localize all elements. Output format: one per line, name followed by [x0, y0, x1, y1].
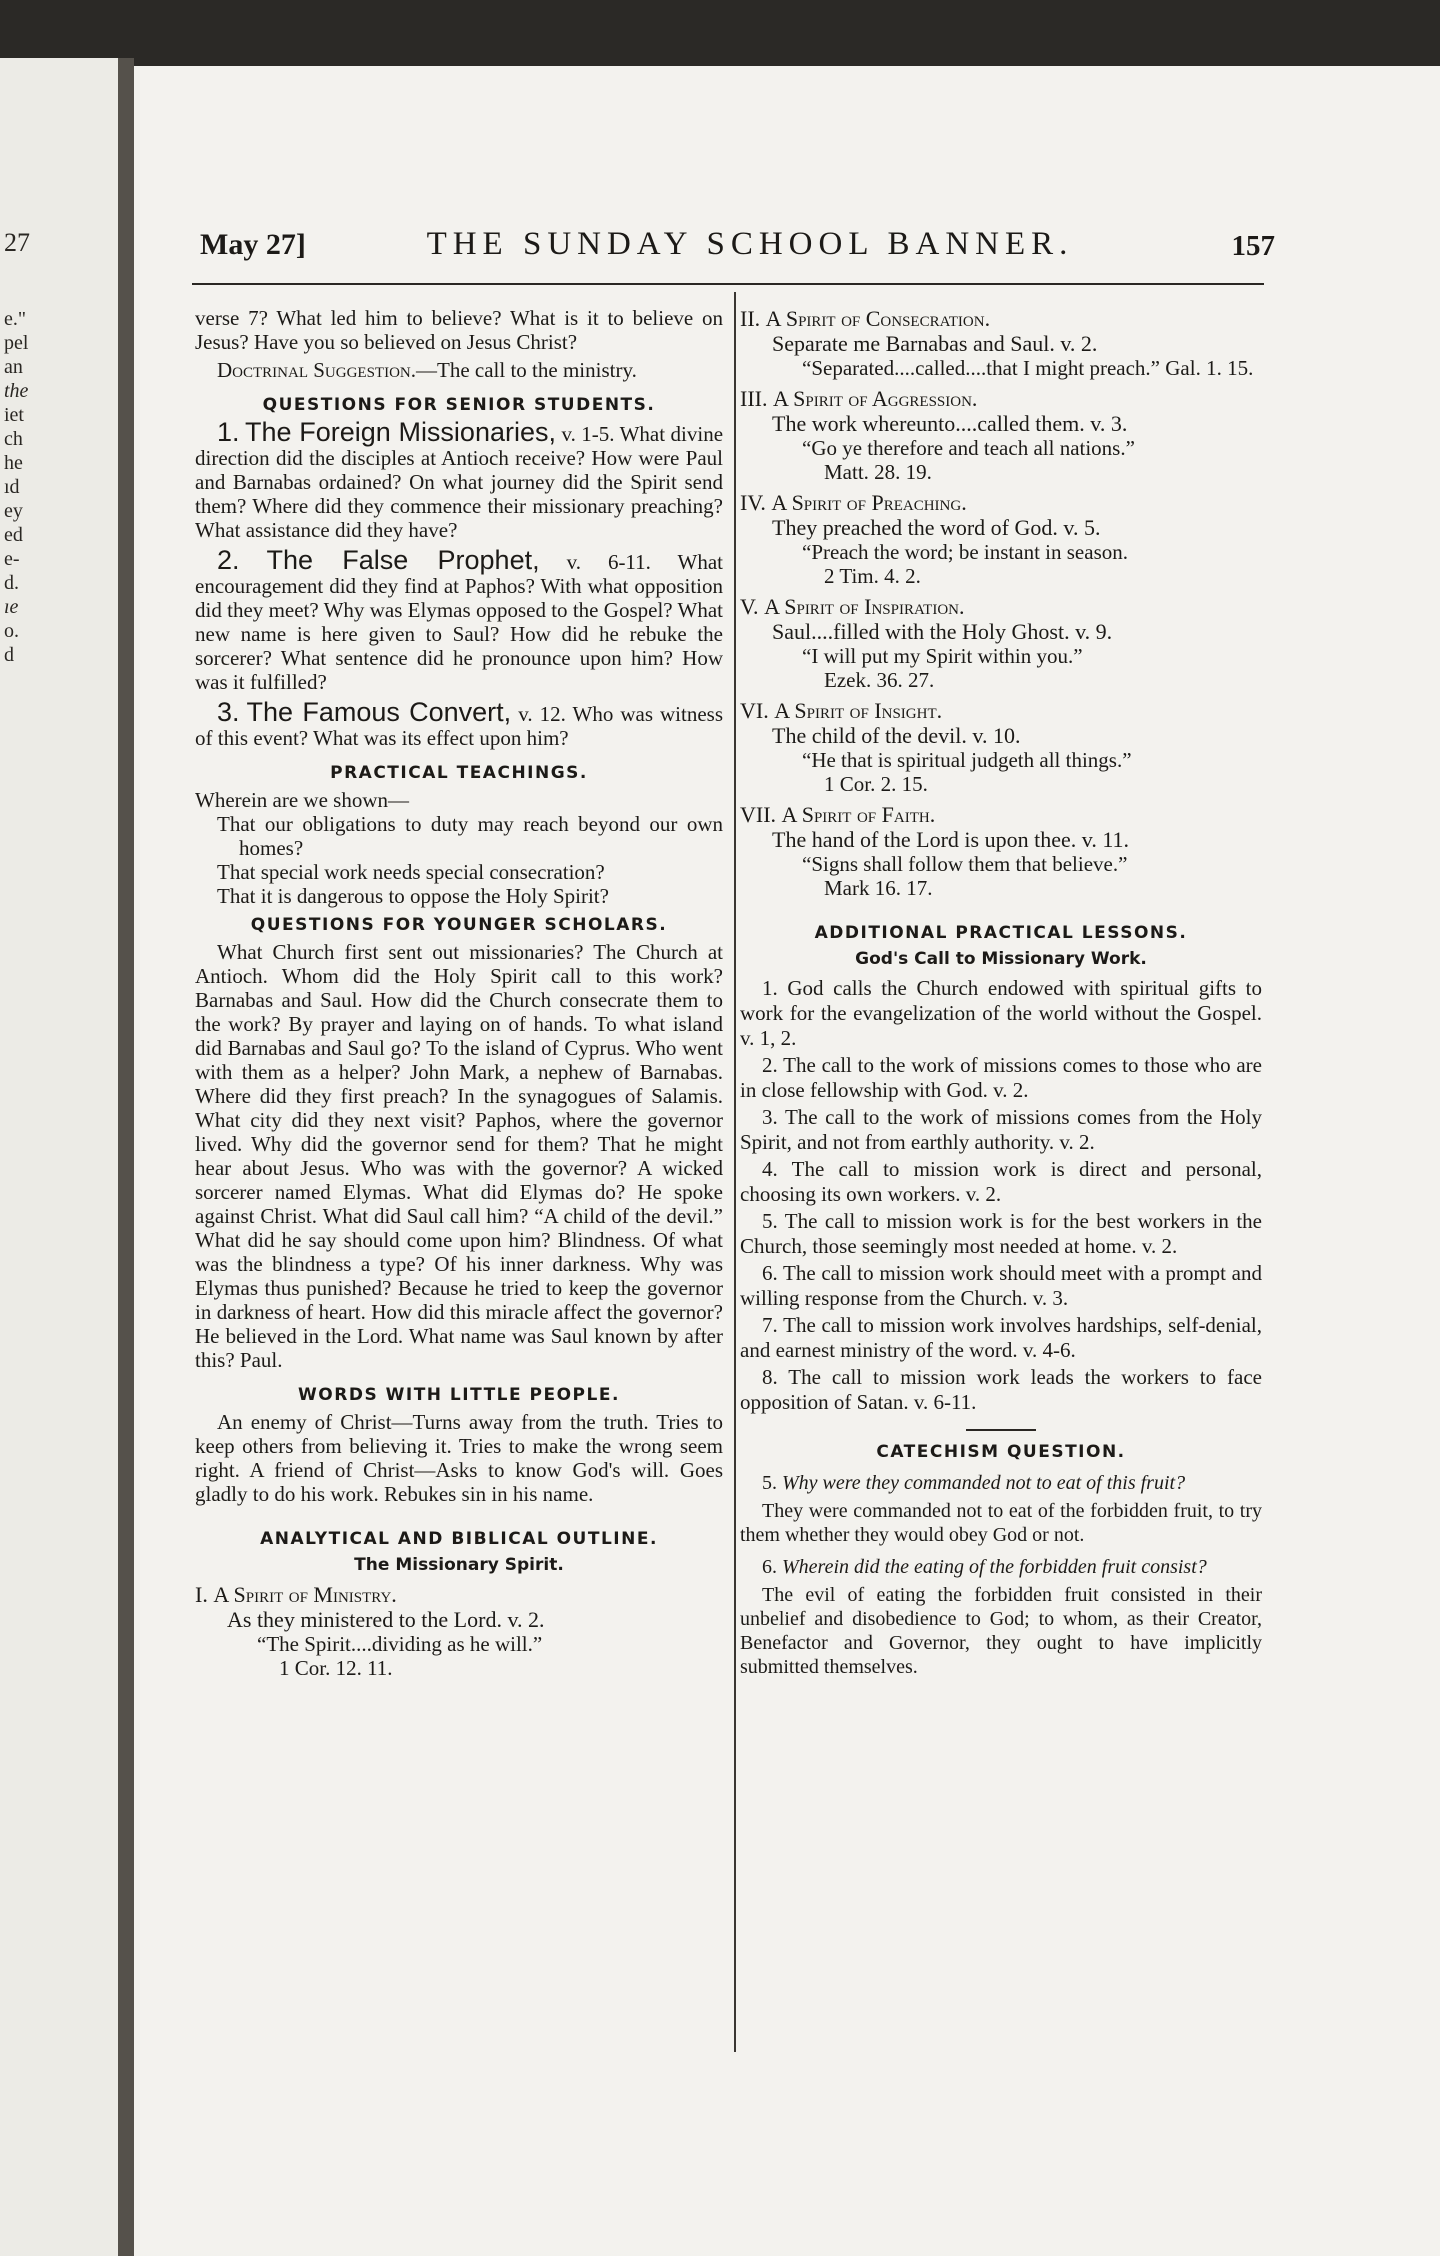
- practical-item: That special work needs special consecration?: [217, 860, 605, 884]
- outline-quote: “Signs shall follow them that believe.”: [802, 852, 1128, 876]
- prev-page-fragment: o.: [4, 620, 19, 642]
- senior-question-number: 1.: [217, 417, 240, 447]
- book-gutter: [118, 58, 134, 2256]
- outline-numeral: VII.: [740, 802, 777, 827]
- little-people-heading: WORDS WITH LITTLE PEOPLE.: [298, 1385, 620, 1405]
- outline-item-title: [740, 490, 1262, 515]
- outline-quote: “Go ye therefore and teach all nations.”: [802, 436, 1135, 460]
- catechism-question: [740, 1555, 1262, 1579]
- outline-ref: 1 Cor. 12. 11.: [279, 1656, 393, 1680]
- outline-item-title: [740, 306, 1262, 331]
- running-header: [200, 222, 1275, 272]
- outline-item: [740, 386, 1262, 484]
- additional-lessons-subheading: God's Call to Missionary Work.: [855, 949, 1147, 969]
- column-rule: [734, 292, 736, 2052]
- right-column: [740, 306, 1262, 1679]
- catechism-heading: CATECHISM QUESTION.: [876, 1442, 1126, 1462]
- younger-scholars-heading: QUESTIONS FOR YOUNGER SCHOLARS.: [250, 915, 668, 935]
- outline-item-title: [740, 802, 1262, 827]
- senior-question-ref: v. 6-11.: [566, 550, 651, 574]
- outline-item: [740, 698, 1262, 796]
- outline-line: They preached the word of God. v. 5.: [772, 515, 1101, 540]
- outline-item-title: [740, 698, 1262, 723]
- outline-quote: “I will put my Spirit within you.”: [802, 644, 1083, 668]
- lesson-item: 2. The call to the work of missions comes to those who are in close fellowship with God. v. 2.: [740, 1053, 1262, 1102]
- lesson-item: 7. The call to mission work involves hardships, self-denial, and earnest ministry of the word. v. 4-6.: [740, 1313, 1262, 1362]
- outline-ref: 2 Tim. 4. 2.: [824, 564, 921, 588]
- lesson-item: 8. The call to mission work leads the workers to face opposition of Satan. v. 6-11.: [740, 1365, 1262, 1414]
- lesson-item: 1. God calls the Church endowed with spiritual gifts to work for the evangelization of the world without the Gospel. v. 1, 2.: [740, 976, 1262, 1050]
- catechism-answer: They were commanded not to eat of the forbidden fruit, to try them whether they would obey God or not.: [740, 1500, 1262, 1546]
- previous-page-edge: [0, 58, 120, 2256]
- outline-ref: Matt. 28. 19.: [824, 460, 932, 484]
- senior-question-1: [195, 417, 724, 542]
- younger-scholars-text: What Church first sent out missionaries? The Church at Antioch. Whom did the Holy Spirit call to this work? Barnabas and Saul. How did the Church consecrate them to the work? By prayer and laying on of hands. To what island did Barnabas and Saul go? To the island of Cyprus. Who went with them as a helper? John Mark, a nephew of Barnabas. Where did they first preach? In the synagogues of Salamis. What city did they next visit? Paphos, where the governor lived. Why did the governor send for them? That he might hear about Jesus. Who was with the governor? A wicked sorcerer named Elymas. What did Elymas do? He spoke against Christ. What did Saul call him? “A child of the devil.” What did he say should come upon him? Blindness. Of what was the blindness a type? Of his inner darkness. Why was Elymas thus punished? Because he tried to keep the governor in darkness of heart. How did this miracle affect the governor? He believed in the Lord. What name was Saul known by after this? Paul.: [195, 940, 723, 1372]
- catechism-question-number: 5.: [762, 1472, 777, 1494]
- senior-question-2: [195, 545, 724, 694]
- catechism-answer: The evil of eating the forbidden fruit consisted in their unbelief and disobedience to God; to whom, as their Creator, Benefactor and Governor, they ought to have implicitly submitted themselves.: [740, 1584, 1262, 1678]
- outline-item-title: [740, 386, 1262, 411]
- practical-item: That it is dangerous to oppose the Holy Spirit?: [217, 884, 609, 908]
- outline-title: A Spirit of Inspiration.: [764, 594, 965, 619]
- intro-paragraph: verse 7? What led him to believe? What is it to believe on Jesus? Have you so believed on Jesus Christ?: [195, 306, 723, 354]
- outline-ref: Mark 16. 17.: [824, 876, 933, 900]
- senior-question-number: 3.: [217, 697, 240, 727]
- outline-ref: Ezek. 36. 27.: [824, 668, 935, 692]
- outline-item: [740, 306, 1262, 380]
- outline-numeral: III.: [740, 386, 768, 411]
- outline-line: Saul....filled with the Holy Ghost. v. 9.: [772, 619, 1113, 644]
- lesson-item: 4. The call to mission work is direct and personal, choosing its own workers. v. 2.: [740, 1157, 1262, 1206]
- prev-page-fragment: ed: [4, 524, 23, 546]
- outline-line: The hand of the Lord is upon thee. v. 11.: [772, 827, 1130, 852]
- outline-line: The child of the devil. v. 10.: [772, 723, 1021, 748]
- header-rule: [192, 283, 1264, 285]
- outline-heading: ANALYTICAL AND BIBLICAL OUTLINE.: [260, 1529, 658, 1549]
- senior-question-title: The Foreign Missionaries,: [244, 417, 556, 447]
- outline-title: A Spirit of Insight.: [774, 698, 943, 723]
- header-date: May 27]: [200, 228, 306, 261]
- outline-item-title: [740, 594, 1262, 619]
- outline-quote: “Preach the word; be instant in season.: [802, 540, 1128, 564]
- outline-quote: “He that is spiritual judgeth all things.”: [802, 748, 1132, 772]
- prev-page-fragment: iet: [4, 404, 24, 426]
- lesson-item: 5. The call to mission work is for the best workers in the Church, those seemingly most needed at home. v. 2.: [740, 1209, 1262, 1258]
- outline-line: As they ministered to the Lord. v. 2.: [227, 1607, 545, 1632]
- senior-question-text: What encouragement did they find at Paphos? With what opposition did they meet? Why was Elymas opposed to the Gospel? What new name is here given to Saul? How did he rebuke the sorcerer? What sentence did he pronounce upon him? How was it fulfilled?: [195, 550, 724, 694]
- doctrinal-suggestion: [195, 358, 723, 382]
- outline-item: [740, 594, 1262, 692]
- outline-numeral: I.: [195, 1582, 208, 1607]
- outline-title: A Spirit of Consecration.: [765, 306, 991, 331]
- catechism-question: [740, 1471, 1262, 1495]
- senior-question-ref: v. 12.: [518, 702, 566, 726]
- prev-page-fragment: the: [4, 380, 29, 402]
- outline-item-title: [195, 1582, 723, 1607]
- outline-title: A Spirit of Ministry.: [213, 1582, 397, 1607]
- catechism-question-number: 6.: [762, 1556, 777, 1578]
- section-divider: [966, 1429, 1036, 1431]
- practical-teachings-heading: PRACTICAL TEACHINGS.: [330, 763, 588, 783]
- senior-question-title: The Famous Convert,: [246, 697, 512, 727]
- outline-quote: “The Spirit....dividing as he will.”: [257, 1632, 543, 1656]
- practical-item: That our obligations to duty may reach beyond our own homes?: [217, 812, 723, 860]
- senior-question-text: Who was witness of this event? What was its effect upon him?: [195, 702, 724, 750]
- outline-line: Separate me Barnabas and Saul. v. 2.: [772, 331, 1098, 356]
- outline-ref: 1 Cor. 2. 15.: [824, 772, 928, 796]
- outline-title: A Spirit of Preaching.: [771, 490, 967, 515]
- outline-quote: “Separated....called....that I might preach.” Gal. 1. 15.: [802, 356, 1254, 380]
- prev-page-fragment: e-: [4, 548, 20, 570]
- senior-question-ref: v. 1-5.: [561, 422, 615, 446]
- outline-subheading: The Missionary Spirit.: [354, 1555, 564, 1575]
- prev-page-fragment: ıd: [4, 476, 20, 498]
- lesson-item: 6. The call to mission work should meet with a prompt and willing response from the Church. v. 3.: [740, 1261, 1262, 1310]
- outline-line: The work whereunto....called them. v. 3.: [772, 411, 1128, 436]
- left-column: [195, 306, 723, 1680]
- outline-item: [740, 490, 1262, 588]
- header-title: THE SUNDAY SCHOOL BANNER.: [426, 226, 1074, 262]
- prev-page-fragment: e.": [4, 308, 27, 330]
- prev-page-fragment: d.: [4, 572, 19, 594]
- lesson-item: 3. The call to the work of missions comes from the Holy Spirit, and not from earthly authority. v. 2.: [740, 1105, 1262, 1154]
- doctrinal-text: —The call to the ministry.: [416, 358, 637, 382]
- page-number: 157: [1231, 230, 1275, 262]
- catechism-question-text: Wherein did the eating of the forbidden fruit consist?: [782, 1556, 1207, 1578]
- outline-title: A Spirit of Faith.: [781, 802, 936, 827]
- prev-page-fragment: ıe: [4, 596, 19, 618]
- prev-page-fragment: d: [4, 644, 14, 666]
- outline-title: A Spirit of Aggression.: [772, 386, 978, 411]
- prev-page-fragment: an: [4, 356, 23, 378]
- practical-intro: Wherein are we shown—: [195, 788, 409, 812]
- senior-students-heading: QUESTIONS FOR SENIOR STUDENTS.: [262, 395, 656, 415]
- outline-numeral: IV.: [740, 490, 766, 515]
- outline-item: [740, 802, 1262, 900]
- senior-question-text: What divine direction did the disciples at Antioch receive? How were Paul and Barnabas ordained? On what journey did the Spirit send them? Where did they commence their missionary preaching? What assistance did they have?: [195, 422, 724, 542]
- prev-page-fragment: pel: [4, 332, 29, 354]
- outline-numeral: V.: [740, 594, 759, 619]
- senior-question-title: The False Prophet,: [266, 545, 540, 575]
- outline-numeral: II.: [740, 306, 761, 331]
- senior-question-3: [195, 697, 724, 750]
- prev-page-fragment: ch: [4, 428, 23, 450]
- prev-page-fragment: he: [4, 452, 23, 474]
- prev-page-fragment: ey: [4, 500, 23, 522]
- prev-page-number: 27: [4, 228, 30, 257]
- little-people-text: An enemy of Christ—Turns away from the truth. Tries to keep others from believing it. Tries to make the wrong seem right. A friend of Christ—Asks to know God's will. Goes gladly to do his work. Rebukes sin in his name.: [195, 1410, 723, 1506]
- catechism-question-text: Why were they commanded not to eat of this fruit?: [782, 1472, 1186, 1494]
- doctrinal-label: Doctrinal Suggestion.: [217, 358, 416, 382]
- senior-question-number: 2.: [217, 545, 240, 575]
- additional-lessons-heading: ADDITIONAL PRACTICAL LESSONS.: [814, 923, 1188, 943]
- outline-numeral: VI.: [740, 698, 769, 723]
